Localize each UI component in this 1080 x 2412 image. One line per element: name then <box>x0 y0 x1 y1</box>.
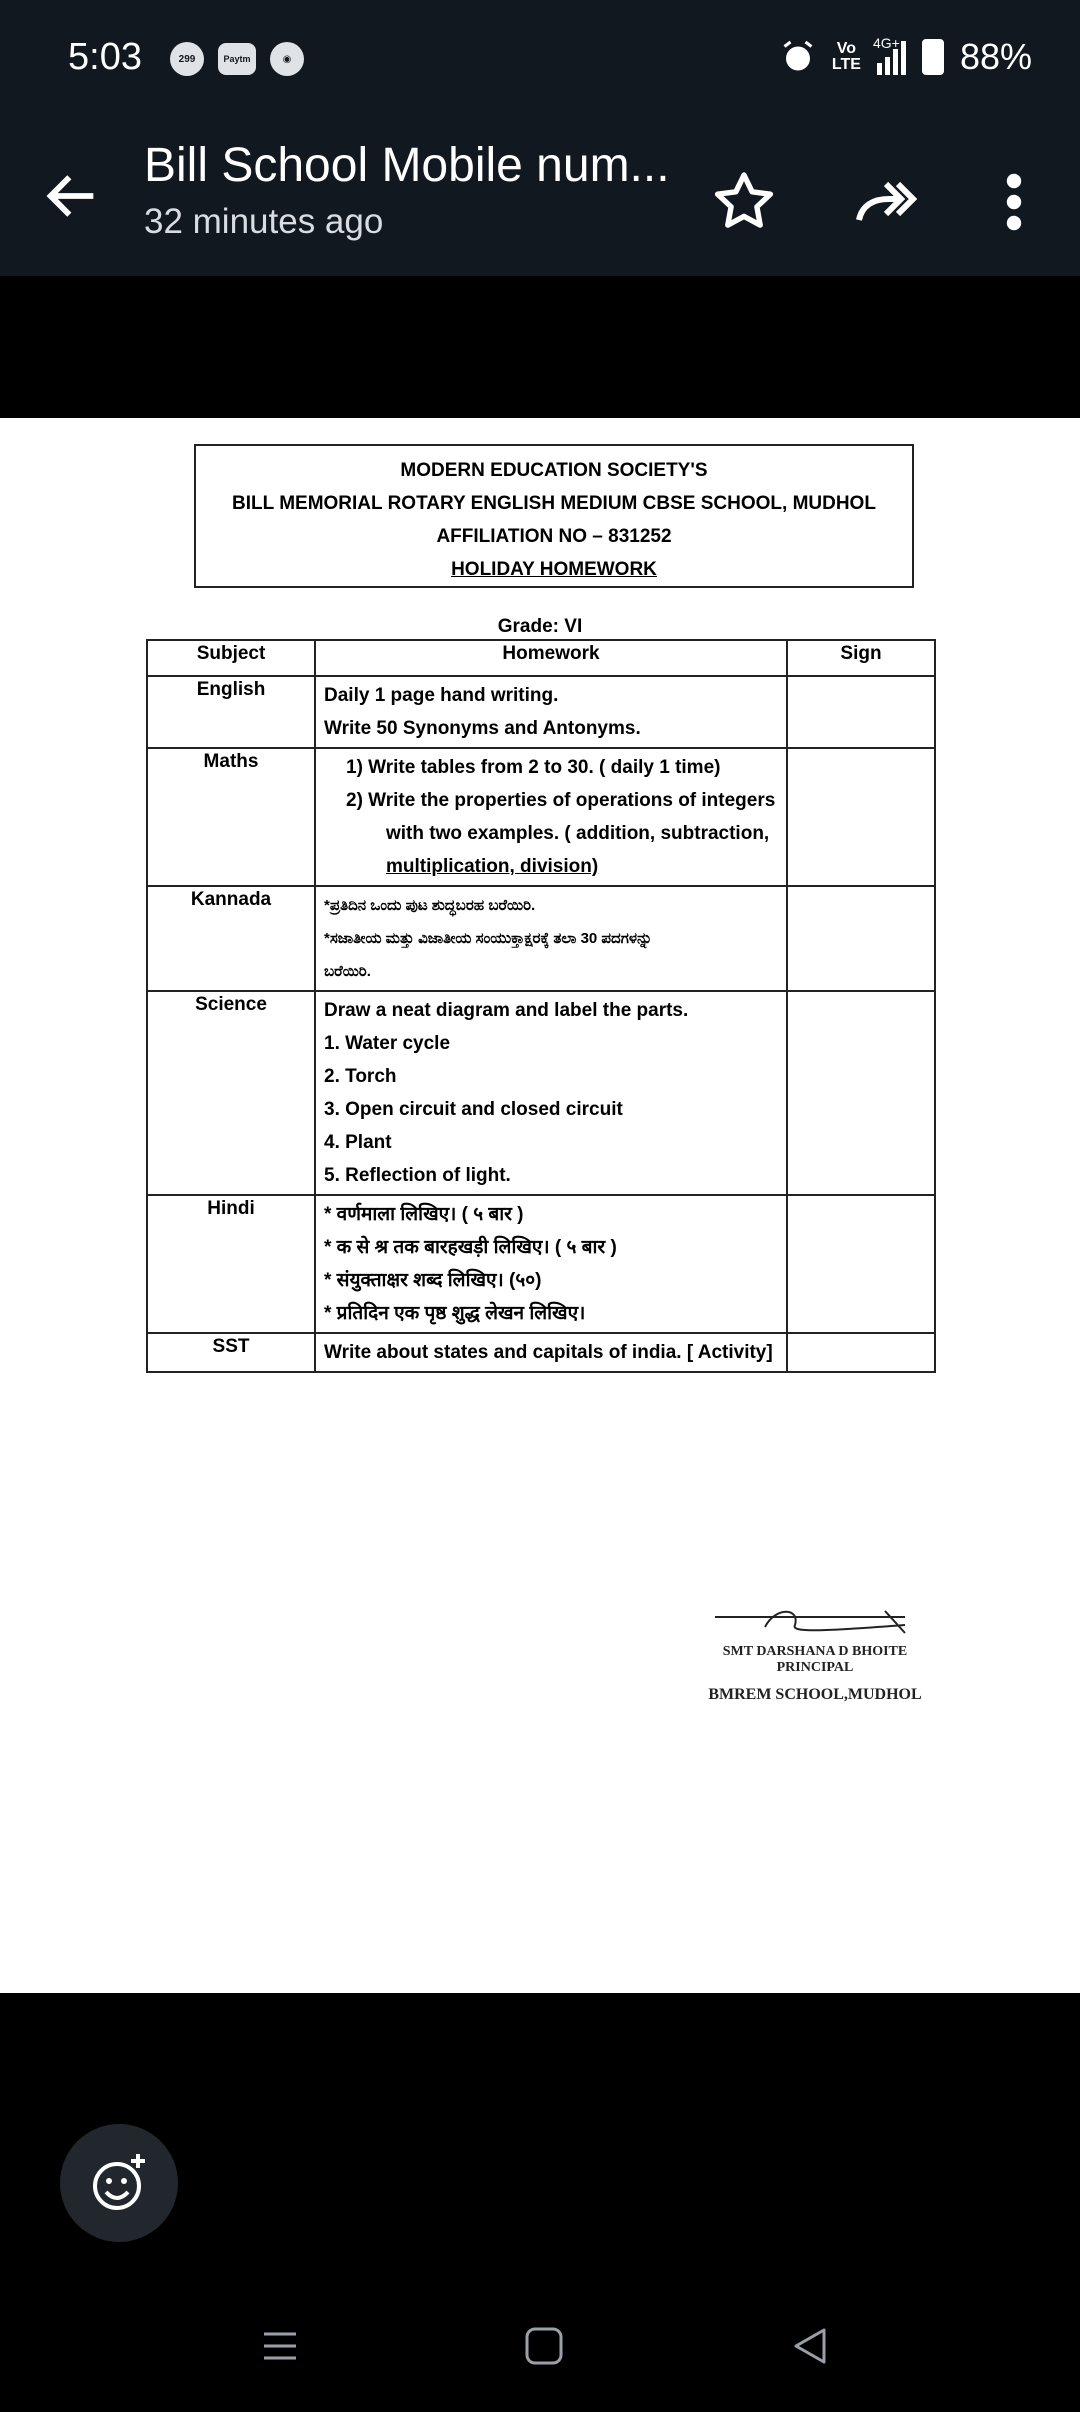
homework-cell: Write about states and capitals of india. [ Activity] <box>315 1333 787 1372</box>
app-notification-icon: ◉ <box>270 42 304 76</box>
grade-label: Grade: VI <box>497 616 583 637</box>
table-row <box>147 748 935 886</box>
battery-level: 88% <box>959 36 1032 77</box>
sign-cell <box>787 991 935 1195</box>
add-reaction-icon <box>60 2124 178 2242</box>
more-vert-icon[interactable] <box>990 166 1038 238</box>
back-nav-icon[interactable] <box>790 2326 830 2366</box>
status-bar <box>0 0 1080 124</box>
table-row <box>147 1195 935 1333</box>
signature-scribble <box>705 1603 925 1639</box>
sign-cell <box>787 886 935 991</box>
table-header-row <box>147 640 935 676</box>
media-title: Bill School Mobile num... <box>144 139 670 192</box>
sign-cell <box>787 748 935 886</box>
status-system-icons <box>780 36 1032 78</box>
forward-icon[interactable] <box>850 166 922 238</box>
table-row <box>147 991 935 1195</box>
table-row <box>147 676 935 748</box>
sign-cell <box>787 1195 935 1333</box>
column-header: Homework <box>315 640 787 676</box>
system-nav-bar <box>0 2300 1080 2412</box>
media-timestamp: 32 minutes ago <box>144 202 384 241</box>
column-header: Subject <box>147 640 315 676</box>
subject-cell: Science <box>147 991 315 1195</box>
document-image[interactable] <box>0 418 1080 1993</box>
document-header: MODERN EDUCATION SOCIETY'S BILL MEMORIAL ROTARY ENGLISH MEDIUM CBSE SCHOOL, MUDHOL AFFILIATION NO – 831252 HOLIDAY HOMEWORK <box>194 444 914 588</box>
battery-icon <box>922 39 944 75</box>
recent-apps-icon[interactable] <box>260 2326 300 2366</box>
homework-cell: *ಪ್ರತಿದಿನ ಒಂದು ಪುಟ ಶುದ್ಧಬರಹ ಬರೆಯಿರಿ. *ಸಜಾತೀಯ ಮತ್ತು ವಿಜಾತೀಯ ಸಂಯುಕ್ತಾಕ್ಷರಕ್ಕೆ ತಲಾ 30 ಪದಗಳನ್ನು ಬರೆಯಿರಿ. <box>315 886 787 991</box>
star-icon[interactable] <box>708 166 780 238</box>
volte-icon: Vo LTE <box>831 40 861 73</box>
subject-cell: Kannada <box>147 886 315 991</box>
homework-table <box>146 639 936 1373</box>
principal-signature: SMT DARSHANA D BHOITE PRINCIPAL BMREM SCHOOL,MUDHOL <box>700 1603 930 1704</box>
table-row <box>147 886 935 991</box>
paytm-icon: Paytm <box>218 43 256 75</box>
sign-cell <box>787 1333 935 1372</box>
alarm-icon <box>780 39 816 75</box>
network-type: 4G+ <box>872 35 900 51</box>
status-notification-icons <box>170 42 304 76</box>
arrow-back-icon[interactable] <box>40 164 104 228</box>
status-time: 5:03 <box>68 36 142 78</box>
homework-cell: * वर्णमाला लिखिए। ( ५ बार ) * क से श्र तक बारहखड़ी लिखिए। ( ५ बार ) * संयुक्ताक्षर शब्द लिखिए। (५०) * प्रतिदिन एक पृष्ठ शुद्ध लेखन लिखिए। <box>315 1195 787 1333</box>
homework-cell: Draw a neat diagram and label the parts. 1. Water cycle 2. Torch 3. Open circuit and closed circuit 4. Plant 5. Reflection of light. <box>315 991 787 1195</box>
subject-cell: English <box>147 676 315 748</box>
homework-cell: Daily 1 page hand writing. Write 50 Synonyms and Antonyms. <box>315 676 787 748</box>
subject-cell: SST <box>147 1333 315 1372</box>
homework-cell: 1) Write tables from 2 to 30. ( daily 1 time) 2) Write the properties of operations of integers with two examples. ( addition, subtraction, multiplication, division) <box>315 748 787 886</box>
add-reaction-button[interactable] <box>60 2124 178 2242</box>
sign-cell <box>787 676 935 748</box>
home-icon[interactable] <box>524 2326 564 2366</box>
subject-cell: Maths <box>147 748 315 886</box>
table-row <box>147 1333 935 1372</box>
column-header: Sign <box>787 640 935 676</box>
subject-cell: Hindi <box>147 1195 315 1333</box>
notification-icon: 299 <box>170 42 204 76</box>
signal-icon <box>872 35 906 75</box>
app-bar <box>0 124 1080 276</box>
